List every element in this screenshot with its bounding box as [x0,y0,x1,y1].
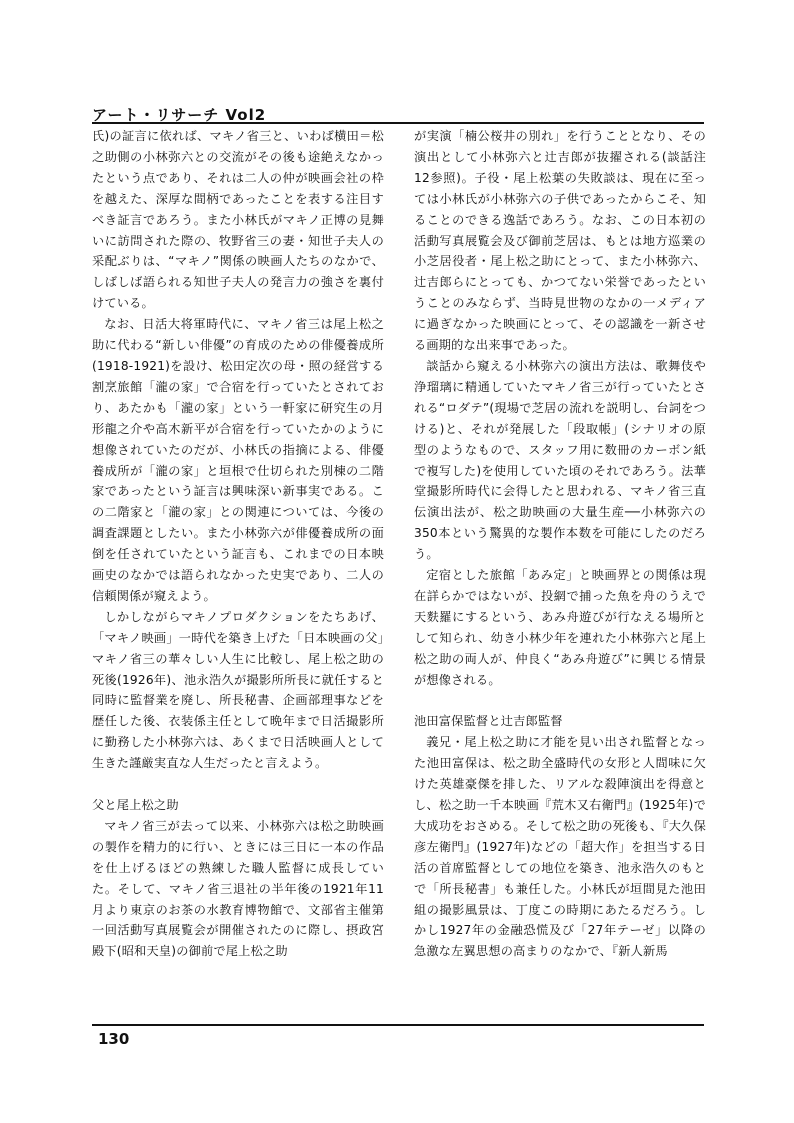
footer-rule [92,1024,704,1026]
paragraph-spacer [414,690,706,711]
body-paragraph: 氏)の証言に依れば、マキノ省三と、いわば横田＝松之助側の小林弥六との交流がその後も途絶えなかったという点であり、それは二人の仲が映画会社の枠を越えた、深厚な間柄であったことを表する注目すべき証言であろう。また小林氏がマキノ正博の見舞いに訪問された際の、牧野省三の妻・知世子夫人の采配ぶりは、“マキノ”関係の映画人たちのなかで、しばしば語られる知世子夫人の発言力の強さを裏付けている。 [92,129,384,311]
body-paragraph: マキノ省三が去って以来、小林弥六は松之助映画の製作を精力的に行い、ときには三日に一本の作品を仕上げるほどの熟練した職人監督に成長していた。そして、マキノ省三退社の半年後の1921年11月より東京のお茶の水教育博物館で、文部省主催第一回活動写真展覧会が開催されたのに際し、摂政宮殿下(昭和天皇)の御前で尾上松之助 [92,818,384,959]
right-column [414,126,706,962]
section-heading: 池田富保監督と辻吉郎監督 [414,714,563,729]
paragraph-spacer [92,774,384,795]
body-paragraph: 談話から窺える小林弥六の演出方法は、歌舞伎や浄瑠璃に精通していたマキノ省三が行っていたとされる“ロダテ”(現場で芝居の流れを説明し、台詞をつける)と、それが発展した「段取帳」(シナリオの原型のようなもので、スタッフ用に数冊のカーボン紙で複写した)を使用していた頃のそれであろう。法華堂撮影所時代に会得したと思われる、マキノ省三直伝演出法が、松之助映画の大量生産──小林弥六の350本という驚異的な製作本数を可能にしたのだろう。 [414,358,706,562]
header-rule [92,122,704,124]
section-heading: 父と尾上松之助 [92,797,179,812]
body-paragraph: しかしながらマキノプロダクションをたちあげ、「マキノ映画」一時代を築き上げた「日本映画の父」マキノ省三の華々しい人生に比較し、尾上松之助の死後(1926年)、池永浩久が撮影所所長に就任すると同時に監督業を廃し、所長秘書、企画部理事などを歴任した後、衣装係主任として晩年まで日活撮影所に勤務した小林弥六は、あくまで日活映画人として生きた謹厳実直な人生だったと言えよう。 [92,609,384,771]
body-paragraph: 義兄・尾上松之助に才能を見い出され監督となった池田富保は、松之助全盛時代の女形と人間味に欠けた英雄豪傑を排した、リアルな殺陣演出を得意とし、松之助一千本映画『荒木又右衛門』(1925年)で大成功をおさめる。そして松之助の死後も、『大久保彦左衛門』(1927年)などの「超大作」を担当する日活の首席監督としての地位を築き、池永浩久のもとで「所長秘書」も兼任した。小林氏が垣間見た池田組の撮影風景は、丁度この時期にあたるだろう。しかし1927年の金融恐慌及び「27年テーゼ」以降の急激な左翼思想の高まりのなかで、『新人新馬 [414,735,706,959]
page-number: 130 [98,1030,130,1048]
body-paragraph: が実演「楠公桜井の別れ」を行うこととなり、その演出として小林弥六と辻吉郎が抜擢される(談話注12参照)。子役・尾上松葉の失敗談は、現在に至っては小林氏が小林弥六の子供であったからこそ、知ることのできる逸話であろう。なお、この日本初の活動写真展覧会及び御前芝居は、もとは地方巡業の小芝居役者・尾上松之助にとって、また小林弥六、辻吉郎らにとっても、かつてない栄誉であったということのみならず、当時見世物のなかの一メディアに過ぎなかった映画にとって、その認識を一新させる画期的な出来事であった。 [414,129,706,353]
body-paragraph: なお、日活大将軍時代に、マキノ省三は尾上松之助に代わる“新しい俳優”の育成のための俳優養成所(1918-1921)を設け、松田定次の母・照の経営する割烹旅館「瀧の家」で合宿を行っていたとされており、あたかも「瀧の家」という一軒家に研究生の月形龍之介や高木新平が合宿を行っていたかのように想像されていたのだが、小林氏の指摘による、俳優養成所が「瀧の家」と垣根で仕切られた別棟の二階家であったという証言は興味深い新事実である。この二階家と「瀧の家」との関連については、今後の調査課題としたい。また小林弥六が俳優養成所の面倒を任されていたという証言も、これまでの日本映画史のなかでは語られなかった史実であり、二人の信頼関係が窺えよう。 [92,317,384,603]
body-paragraph: 定宿とした旅館「あみ定」と映画界との関係は現在詳らかではないが、投網で捕った魚を舟のうえで天麩羅にするという、あみ舟遊びが行なえる場所として知られ、幼き小林少年を連れた小林弥六と尾上松之助の両人が、仲良く“あみ舟遊び”に興じる情景が想像される。 [414,568,706,687]
left-column [92,126,384,962]
running-title: アート・リサーチ Vol2 [92,106,267,124]
